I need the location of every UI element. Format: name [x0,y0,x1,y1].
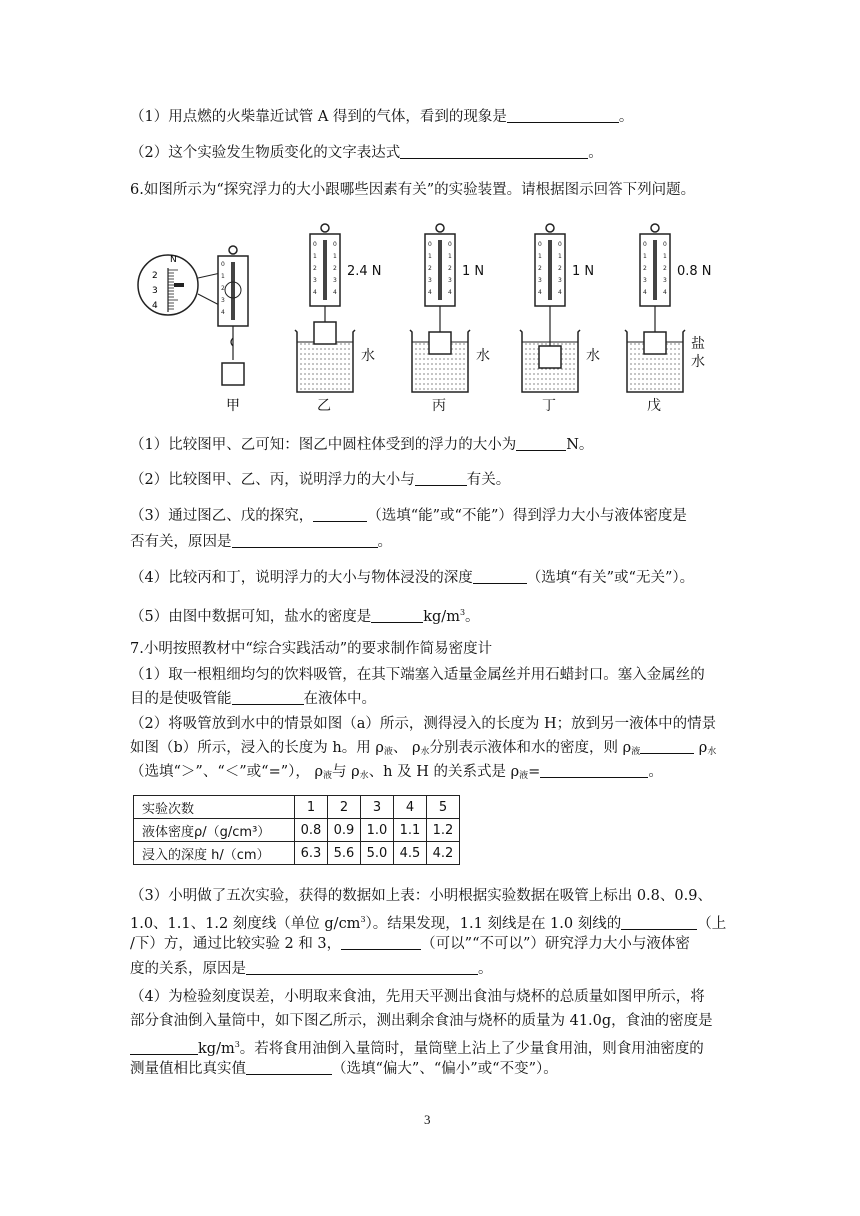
scale-tick-label: 0 [313,241,317,248]
q7-item-4-density-blank[interactable] [130,1040,198,1055]
q5-item-1 [130,107,633,127]
q7-item-2-line1: （2）将吸管放到水中的情景如图（a）所示，测得浸入的长度为 H；放到另一液体中的情景 [130,716,717,732]
table-cell: 1.1 [394,819,427,842]
panel-label-jia: 甲 [226,398,240,414]
cylinder-block [222,363,244,385]
scale-reading: 0.8 N [677,264,712,279]
table-cell: 0.8 [295,819,328,842]
table-cell: 5.6 [328,842,361,865]
q7-item-1-line2 [130,689,376,709]
table-cell: 液体密度ρ/（g/cm³） [134,819,295,842]
q5-item-2-end: 。 [588,145,603,161]
q5-item-1-end: 。 [618,109,634,125]
q7-item-3-line3 [130,934,690,954]
cylinder-block [429,332,451,354]
q7-item-3-reason: 度的关系，原因是 [130,961,246,977]
scale-tick-label: 4 [663,289,667,296]
q5-item-1-blank[interactable] [507,108,619,123]
scale-tick-label: 4 [448,289,452,296]
buoyancy-experiment-figure [130,220,730,420]
cylinder-block [644,332,666,354]
q7-item-3-line2 [130,910,726,934]
q7-item-2-equals: = [528,764,541,780]
scale-tick-label: 1 [663,253,667,260]
panel-label: 丙 [432,398,446,414]
cylinder-block [539,346,561,368]
q5-item-1-text: （1）用点燃的火柴靠近试管 A 得到的气体，看到的现象是 [130,109,507,125]
q6-item-3-line1 [130,506,687,526]
q6-item-4-blank[interactable] [473,569,527,584]
scale-tick-label: 0 [428,241,432,248]
q7-item-4-text: 。若将食用油倒入量筒时，量筒壁上沾上了少量食用油，则食用油密度的 [239,1041,704,1057]
q7-item-4-line2: 部分食油倒入量筒中，如下图乙所示，测出剩余食油与烧杯的质量为 41.0g，食油的密度是 [130,1013,713,1029]
q6-item-3-blank[interactable] [313,507,367,522]
q7-item-4-line3 [130,1035,704,1059]
q7-item-4-end: （选填“偏大”、“偏小”或“不变”）。 [332,1061,558,1077]
q7-item-3-text-b: ）。结果发现，1.1 刻线是在 1.0 刻线的 [365,916,622,932]
scale-hook-ring [321,224,329,232]
scale-hook-ring [436,224,444,232]
table-cell: 浸入的深度 h/（cm） [134,842,295,865]
sub-water: 水 [420,747,430,757]
q5-item-2 [130,143,603,163]
q6-item-5-end: 。 [465,609,480,625]
scale-spring [438,240,442,300]
q6-item-5 [130,603,480,627]
svg-text:2: 2 [221,285,225,292]
scale-tick-label: 4 [643,289,647,296]
panel-jia [138,246,248,414]
q6-item-3-line2 [130,532,392,552]
q7-item-1-end: 在液体中。 [303,691,376,707]
scale-spring [323,240,327,300]
liquid-label: 水 [691,354,705,370]
table-cell: 5.0 [361,842,394,865]
q6-item-3-text: （3）通过图乙、戊的探究， [130,508,314,524]
liquid-label: 盐 [691,336,705,352]
q7-item-4-unit: kg/m [198,1041,235,1057]
q7-item-2-text-d: ρ [694,740,708,756]
page-number: 3 [424,1112,431,1127]
q7-item-2-text-e: （选填“＞”、“＜”或“=”）， ρ [130,764,324,780]
q7-item-3-sup: 3 [360,915,366,924]
scale-hook-ring [546,224,554,232]
q6-item-1 [130,435,593,455]
scale-tick-label: 1 [643,253,647,260]
q7-item-4-compare-blank[interactable] [246,1060,332,1075]
scale-tick-label: 1 [333,253,337,260]
q6-item-4-text: （4）比较丙和丁，说明浮力的大小与物体浸没的深度 [130,570,473,586]
q6-item-3-mid: （选填“能”或“不能”）得到浮力大小与液体密度是 [367,508,687,524]
scale-tick-label: 3 [313,277,317,284]
q7-item-2-text-g: 、h 及 H 的关系式是 ρ [368,764,520,780]
scale-tick-label: 0 [448,241,452,248]
q7-item-2-text-b: 、 ρ [392,740,421,756]
scale-tick-label: 3 [428,277,432,284]
scale-hook-ring [651,224,659,232]
liquid-label: 水 [586,348,600,364]
q7-title: 7.小明按照教材中“综合实践活动”的要求制作简易密度计 [130,641,493,657]
scale-tick-label: 2 [448,265,452,272]
zoom-unit: N [170,255,177,265]
q7-item-3-line4 [130,959,493,979]
scale-spring [653,240,657,300]
q6-item-2-end: 有关。 [466,472,511,488]
q7-item-3-reason-blank[interactable] [246,960,478,975]
scale-tick-label: 4 [558,289,562,296]
panel-label: 丁 [542,398,556,414]
q7-item-2-formula-blank[interactable] [540,763,648,778]
q6-item-4 [130,568,694,588]
scale-tick-label: 3 [663,277,667,284]
scale-tick-label: 2 [538,265,542,272]
table-cell: 6.3 [295,842,328,865]
q7-item-3-text-e: （可以”“不可以”）研究浮力大小与液体密 [421,936,690,952]
q7-item-2-text-c: 分别表示液体和水的密度，则 ρ [429,740,632,756]
liquid-label: 水 [361,348,375,364]
scale-tick-label: 0 [538,241,542,248]
q7-item-3-text-a: 1.0、1.1、1.2 刻度线（单位 g/cm [130,916,361,932]
scale-tick-label: 3 [333,277,337,284]
table-cell: 0.9 [328,819,361,842]
svg-text:1: 1 [221,273,225,280]
zoom-label-2: 2 [152,271,158,281]
scale-tick-label: 3 [538,277,542,284]
q7-item-3-line1: （3）小明做了五次实验，获得的数据如上表：小明根据实验数据在吸管上标出 0.8、0.9、 [130,888,712,904]
zoom-label-3: 3 [152,286,158,296]
sub-liquid: 液 [631,747,641,757]
scale-tick-label: 4 [333,289,337,296]
table-header-cell: 实验次数 [134,796,295,819]
scale-tick-label: 2 [313,265,317,272]
scale-tick-label: 2 [333,265,337,272]
table-row [134,842,460,865]
panels-group [295,224,712,414]
q6-item-3-reason-blank[interactable] [232,533,378,548]
sub-liquid: 液 [323,771,333,781]
q7-item-1-text: 目的是使吸管能 [130,691,232,707]
table-cell: 1.2 [427,819,460,842]
table-header-cell: 4 [394,796,427,819]
scale-spring [548,240,552,300]
table-row [134,819,460,842]
q7-item-2-end: 。 [648,764,663,780]
scale-tick-label: 2 [428,265,432,272]
q7-item-4-line4 [130,1059,558,1079]
sub-water: 水 [707,747,717,757]
scale-tick-label: 2 [643,265,647,272]
scale-reading: 2.4 N [347,264,382,279]
q5-item-2-text: （2）这个实验发生物质变化的文字表达式 [130,145,401,161]
panel-label: 戊 [647,398,661,414]
zoom-label-4: 4 [152,301,158,311]
scale-tick-label: 3 [643,277,647,284]
q7-item-2-compare-blank[interactable] [640,739,694,754]
q6-title: 6.如图所示为“探究浮力的大小跟哪些因素有关”的实验装置。请根据图示回答下列问题。 [130,182,696,198]
q6-item-1-text: （1）比较图甲、乙可知：图乙中圆柱体受到的浮力的大小为 [130,437,517,453]
scale-tick-label: 4 [313,289,317,296]
q6-item-2-blank[interactable] [415,471,467,486]
scale-tick-label: 0 [643,241,647,248]
q7-item-1-blank[interactable] [232,690,304,705]
scale-tick-label: 4 [428,289,432,296]
scale-tick-label: 2 [558,265,562,272]
scale-tick-label: 1 [558,253,562,260]
table-cell: 4.5 [394,842,427,865]
q6-item-3-reason: 否有关，原因是 [130,534,232,550]
scale-tick-label: 1 [428,253,432,260]
scale-tick-label: 0 [663,241,667,248]
q7-item-4-text-b: 测量值相比真实值 [130,1061,246,1077]
q7-item-2-text-f: 与 ρ [332,764,360,780]
q7-item-3-text-c: （上 [697,916,727,932]
scale-tick-label: 1 [313,253,317,260]
q7-item-3-end: 。 [478,961,493,977]
q6-item-2 [130,470,510,490]
scale-tick-label: 2 [663,265,667,272]
table-cell: 4.2 [427,842,460,865]
table-header-cell: 3 [361,796,394,819]
q7-item-4-line1: （4）为检验刻度误差，小明取来食油，先用天平测出食油与烧杯的总质量如图甲所示，将 [130,989,705,1005]
q6-item-5-text: （5）由图中数据可知，盐水的密度是 [130,609,372,625]
sub-water: 水 [359,771,369,781]
q7-item-2-text-a: 如图（b）所示，浸入的长度为 h。用 ρ [130,740,384,756]
scale-reading: 1 N [572,264,595,279]
scale-tick-label: 1 [448,253,452,260]
scale-tick-label: 1 [538,253,542,260]
sub-liquid: 液 [383,747,393,757]
table-cell: 1.0 [361,819,394,842]
q5-item-2-blank[interactable] [400,144,588,159]
q7-item-4-sup: 3 [234,1040,240,1049]
q7-item-3-compare-blank[interactable] [341,935,421,950]
q7-item-2-line3 [130,762,663,786]
scale-tick-label: 0 [333,241,337,248]
table-header-cell: 1 [295,796,328,819]
q6-item-5-unit-sup: 3 [459,608,466,617]
table-header-row [134,796,460,819]
q7-item-1-line1: （1）取一根粗细均匀的饮料吸管，在其下端塞入适量金属丝并用石蜡封口。塞入金属丝的 [130,667,705,683]
scale-tick-label: 3 [448,277,452,284]
q6-item-3-end: 。 [377,534,392,550]
density-data-table [133,795,460,865]
liquid-label: 水 [476,348,490,364]
scale-tick-label: 0 [558,241,562,248]
sub-liquid: 液 [519,771,529,781]
table-header-cell: 5 [427,796,460,819]
q6-item-2-text: （2）比较图甲、乙、丙，说明浮力的大小与 [130,472,415,488]
scale-tick-label: 4 [538,289,542,296]
scale-tick-label: 3 [558,277,562,284]
q6-item-1-blank[interactable] [516,436,566,451]
q7-item-3-text-d: /下）方，通过比较实验 2 和 3， [130,936,342,952]
q6-item-4-end: （选填“有关”或“无关”）。 [526,570,695,586]
panel-label: 乙 [317,398,331,414]
cylinder-block [314,322,336,344]
q7-item-3-position-blank[interactable] [621,915,697,930]
svg-text:4: 4 [221,309,225,316]
svg-text:0: 0 [221,261,225,268]
svg-text:3: 3 [221,297,225,304]
q7-item-2-line2 [130,738,716,762]
q6-item-1-end: N。 [566,437,594,453]
q6-item-5-blank[interactable] [371,608,423,623]
scale-reading: 1 N [462,264,485,279]
table-header-cell: 2 [328,796,361,819]
q6-item-5-unit: kg/m [423,609,460,625]
